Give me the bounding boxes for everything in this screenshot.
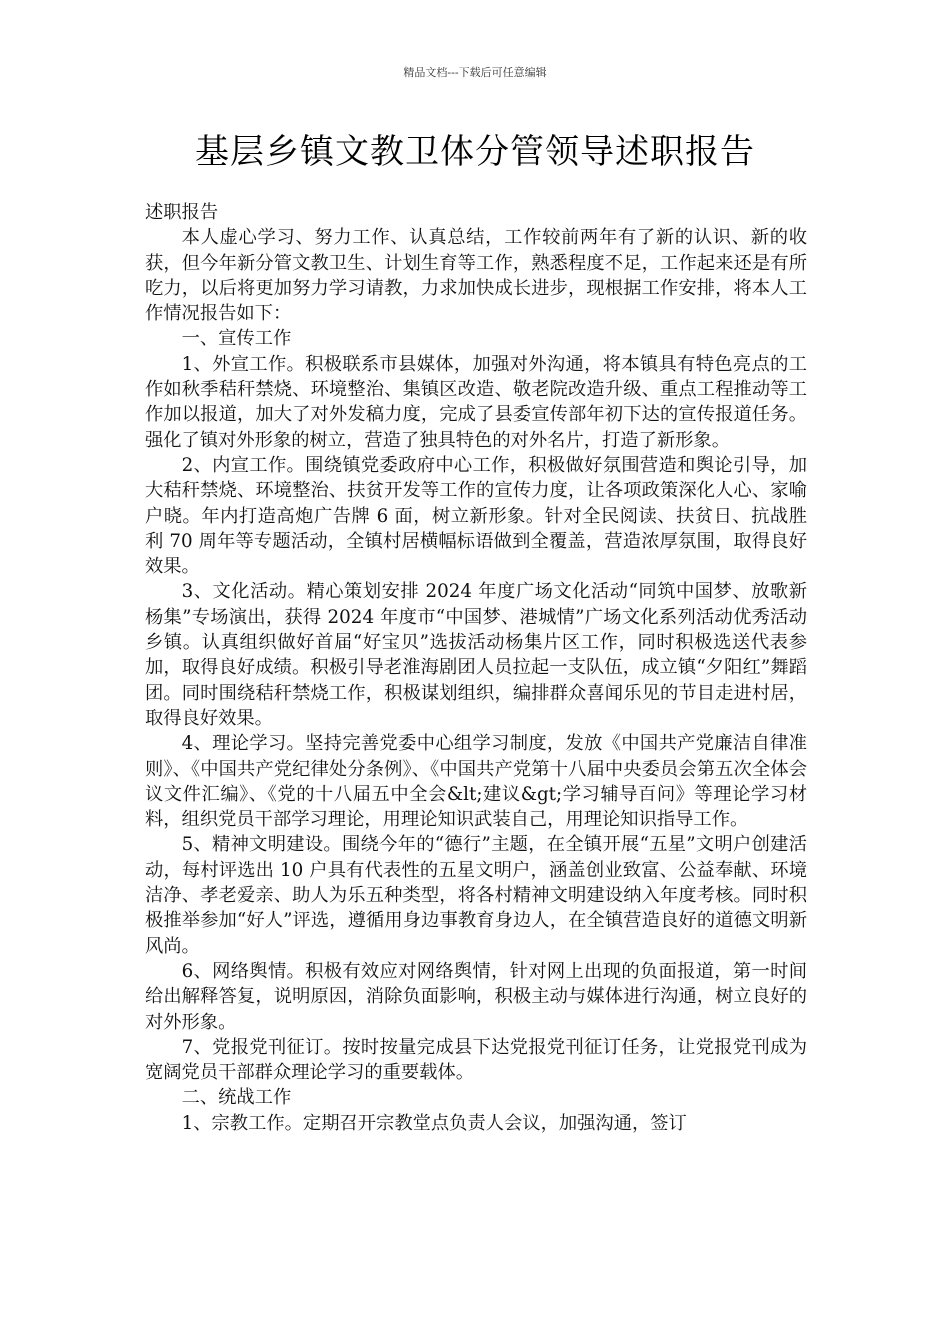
paragraph-internal-publicity: 2、内宣工作。围绕镇党委政府中心工作，积极做好氛围营造和舆论引导，加大秸秆禁烧、环境整治、扶贫开发等工作的宣传力度，让各项政策深化人心、家喻户晓。年内打造高炮广告牌 6 面，树立新形象。针对全民阅读、扶贫日、抗战胜利 70 周年等专题活动，全镇村居横幅标语做到全覆盖，营造浓厚氛围，取得良好效果。 <box>145 454 807 578</box>
header-note: 精品文档---下载后可任意编辑 <box>403 66 547 79</box>
paragraph-spiritual-civilization: 5、精神文明建设。围绕今年的“德行”主题，在全镇开展“五星”文明户创建活动，每村评选出 10 户具有代表性的五星文明户，涵盖创业致富、公益奉献、环境洁净、孝老爱亲、助人为乐五种类型，将各村精神文明建设纳入年度考核。同时积极推举参加“好人”评选，遵循用身边事教育身边人，在全镇营造良好的道德文明新风尚。 <box>145 834 807 957</box>
paragraph-external-publicity: 1、外宣工作。积极联系市县媒体，加强对外沟通，将本镇具有特色亮点的工作如秋季秸秆禁烧、环境整治、集镇区改造、敬老院改造升级、重点工程推动等工作加以报道，加大了对外发稿力度，完成了县委宣传部年初下达的宣传报道任务。强化了镇对外形象的树立，营造了独具特色的对外名片，打造了新形象。 <box>145 353 807 451</box>
document-body <box>145 200 807 1136</box>
section-heading-publicity: 一、宣传工作 <box>181 328 292 350</box>
paragraph-theory-study: 4、理论学习。坚持完善党委中心组学习制度，发放《中国共产党廉洁自律准则》、《中国共产党纪律处分条例》、《中国共产党第十八届中央委员会第五次全体会议文件汇编》、《党的十八届五中全会&lt;建议&gt;学习辅导百问》等理论学习材料，组织党员干部学习理论，用理论知识武装自己，用理论知识指导工作。 <box>145 733 807 831</box>
document-title: 基层乡镇文教卫体分管领导述职报告 <box>195 132 755 172</box>
paragraph-cultural-activities: 3、文化活动。精心策划安排 2024 年度广场文化活动“同筑中国梦、放歌新杨集”专场演出，获得 2024 年度市“中国梦、港城情”广场文化系列活动优秀活动乡镇。认真组织做好首届“好宝贝”选拔活动杨集片区工作，同时积极选送代表参加，取得良好成绩。积极引导老淮海剧团人员拉起一支队伍，成立镇“夕阳红”舞蹈团。同时围绕秸秆禁烧工作，积极谋划组织，编排群众喜闻乐见的节目走进村居，取得良好效果。 <box>145 581 807 729</box>
section-heading-united-front: 二、统战工作 <box>181 1087 292 1109</box>
paragraph-online-opinion: 6、网络舆情。积极有效应对网络舆情，针对网上出现的负面报道，第一时间给出解释答复，说明原因，消除负面影响，积极主动与媒体进行沟通，树立良好的对外形象。 <box>145 960 807 1033</box>
sub-label: 述职报告 <box>145 202 219 223</box>
paragraph-party-press: 7、党报党刊征订。按时按量完成县下达党报党刊征订任务，让党报党刊成为宽阔党员干部群众理论学习的重要载体。 <box>145 1036 807 1084</box>
paragraph-religion: 1、宗教工作。定期召开宗教堂点负责人会议，加强沟通，签订 <box>181 1112 687 1134</box>
paragraph-intro: 本人虚心学习、努力工作、认真总结，工作较前两年有了新的认识、新的收获，但今年新分管文教卫生、计划生育等工作，熟悉程度不足，工作起来还是有所吃力，以后将更加努力学习请教，力求加快成长进步，现根据工作安排，将本人工作情况报告如下： <box>145 227 807 325</box>
